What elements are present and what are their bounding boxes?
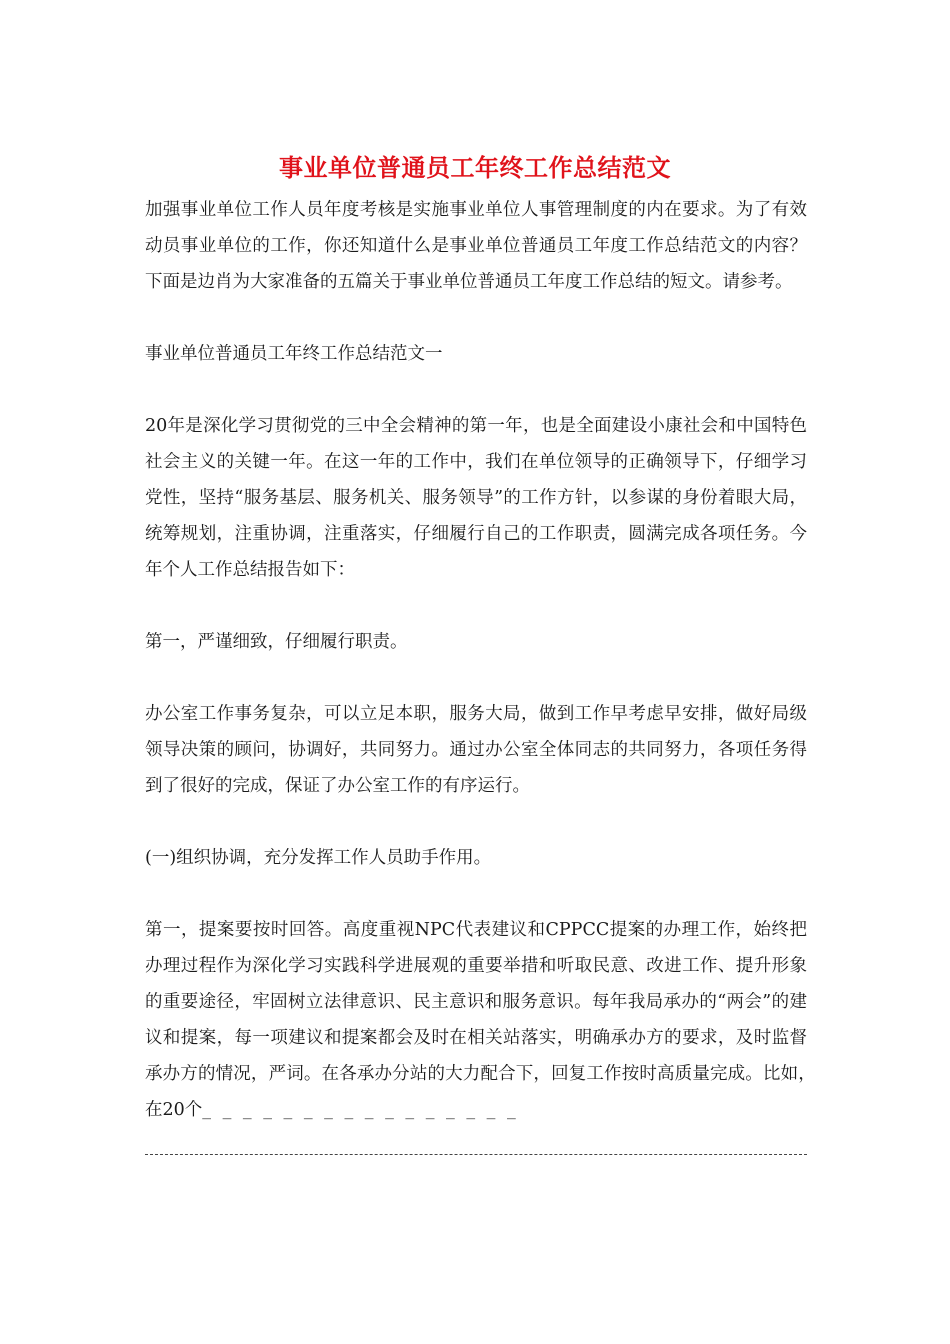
paragraph-office-work: 办公室工作事务复杂，可以立足本职，服务大局，做到工作早考虑早安排，做好局级领导决策的顾问，协调好，共同努力。通过办公室全体同志的共同努力，各项任务得到了很好的完成，保证了办公室工作的有序运行。 (145, 704, 807, 796)
paragraph-proposals (145, 912, 825, 1128)
paragraph-subheading-one: (一)组织协调，充分发挥工作人员助手作用。 (145, 848, 492, 868)
truncation-dashed-line (145, 1128, 807, 1164)
paragraph-point-one: 第一，严谨细致，仔细履行职责。 (145, 632, 408, 652)
paragraph-section-heading: 事业单位普通员工年终工作总结范文一 (145, 344, 443, 364)
truncation-marker: _ _ _ _ _ _ _ _ _ _ _ _ _ _ _ _ (202, 1100, 519, 1120)
document-title: 事业单位普通员工年终工作总结范文 (279, 153, 671, 182)
document-body (145, 192, 825, 1164)
paragraph-proposals-text: 第一，提案要按时回答。高度重视NPC代表建议和CPPCC提案的办理工作，始终把办理过程作为深化学习实践科学进展观的重要举措和听取民意、改进工作、提升形象的重要途径，牢固树立法律意识、民主意识和服务意识。每年我局承办的“两会”的建议和提案，每一项建议和提案都会及时在相关站落实，明确承办方的要求，及时监督承办方的情况，严词。在各承办分站的大力配合下，回复工作按时高质量完成。比如， 在20个 (145, 920, 825, 1120)
paragraph-overview: 20年是深化学习贯彻党的三中全会精神的第一年，也是全面建设小康社会和中国特色社会主义的关键一年。在这一年的工作中，我们在单位领导的正确领导下，仔细学习党性，坚持“服务基层、服务机关、服务领导”的工作方针，以参谋的身份着眼大局，统筹规划，注重协调，注重落实，仔细履行自己的工作职责，圆满完成各项任务。今年个人工作总结报告如下： (145, 416, 807, 580)
paragraph-intro: 加强事业单位工作人员年度考核是实施事业单位人事管理制度的内在要求。为了有效动员事业单位的工作，你还知道什么是事业单位普通员工年度工作总结范文的内容？下面是边肖为大家准备的五篇关于事业单位普通员工年度工作总结的短文。请参考。 (145, 200, 807, 292)
